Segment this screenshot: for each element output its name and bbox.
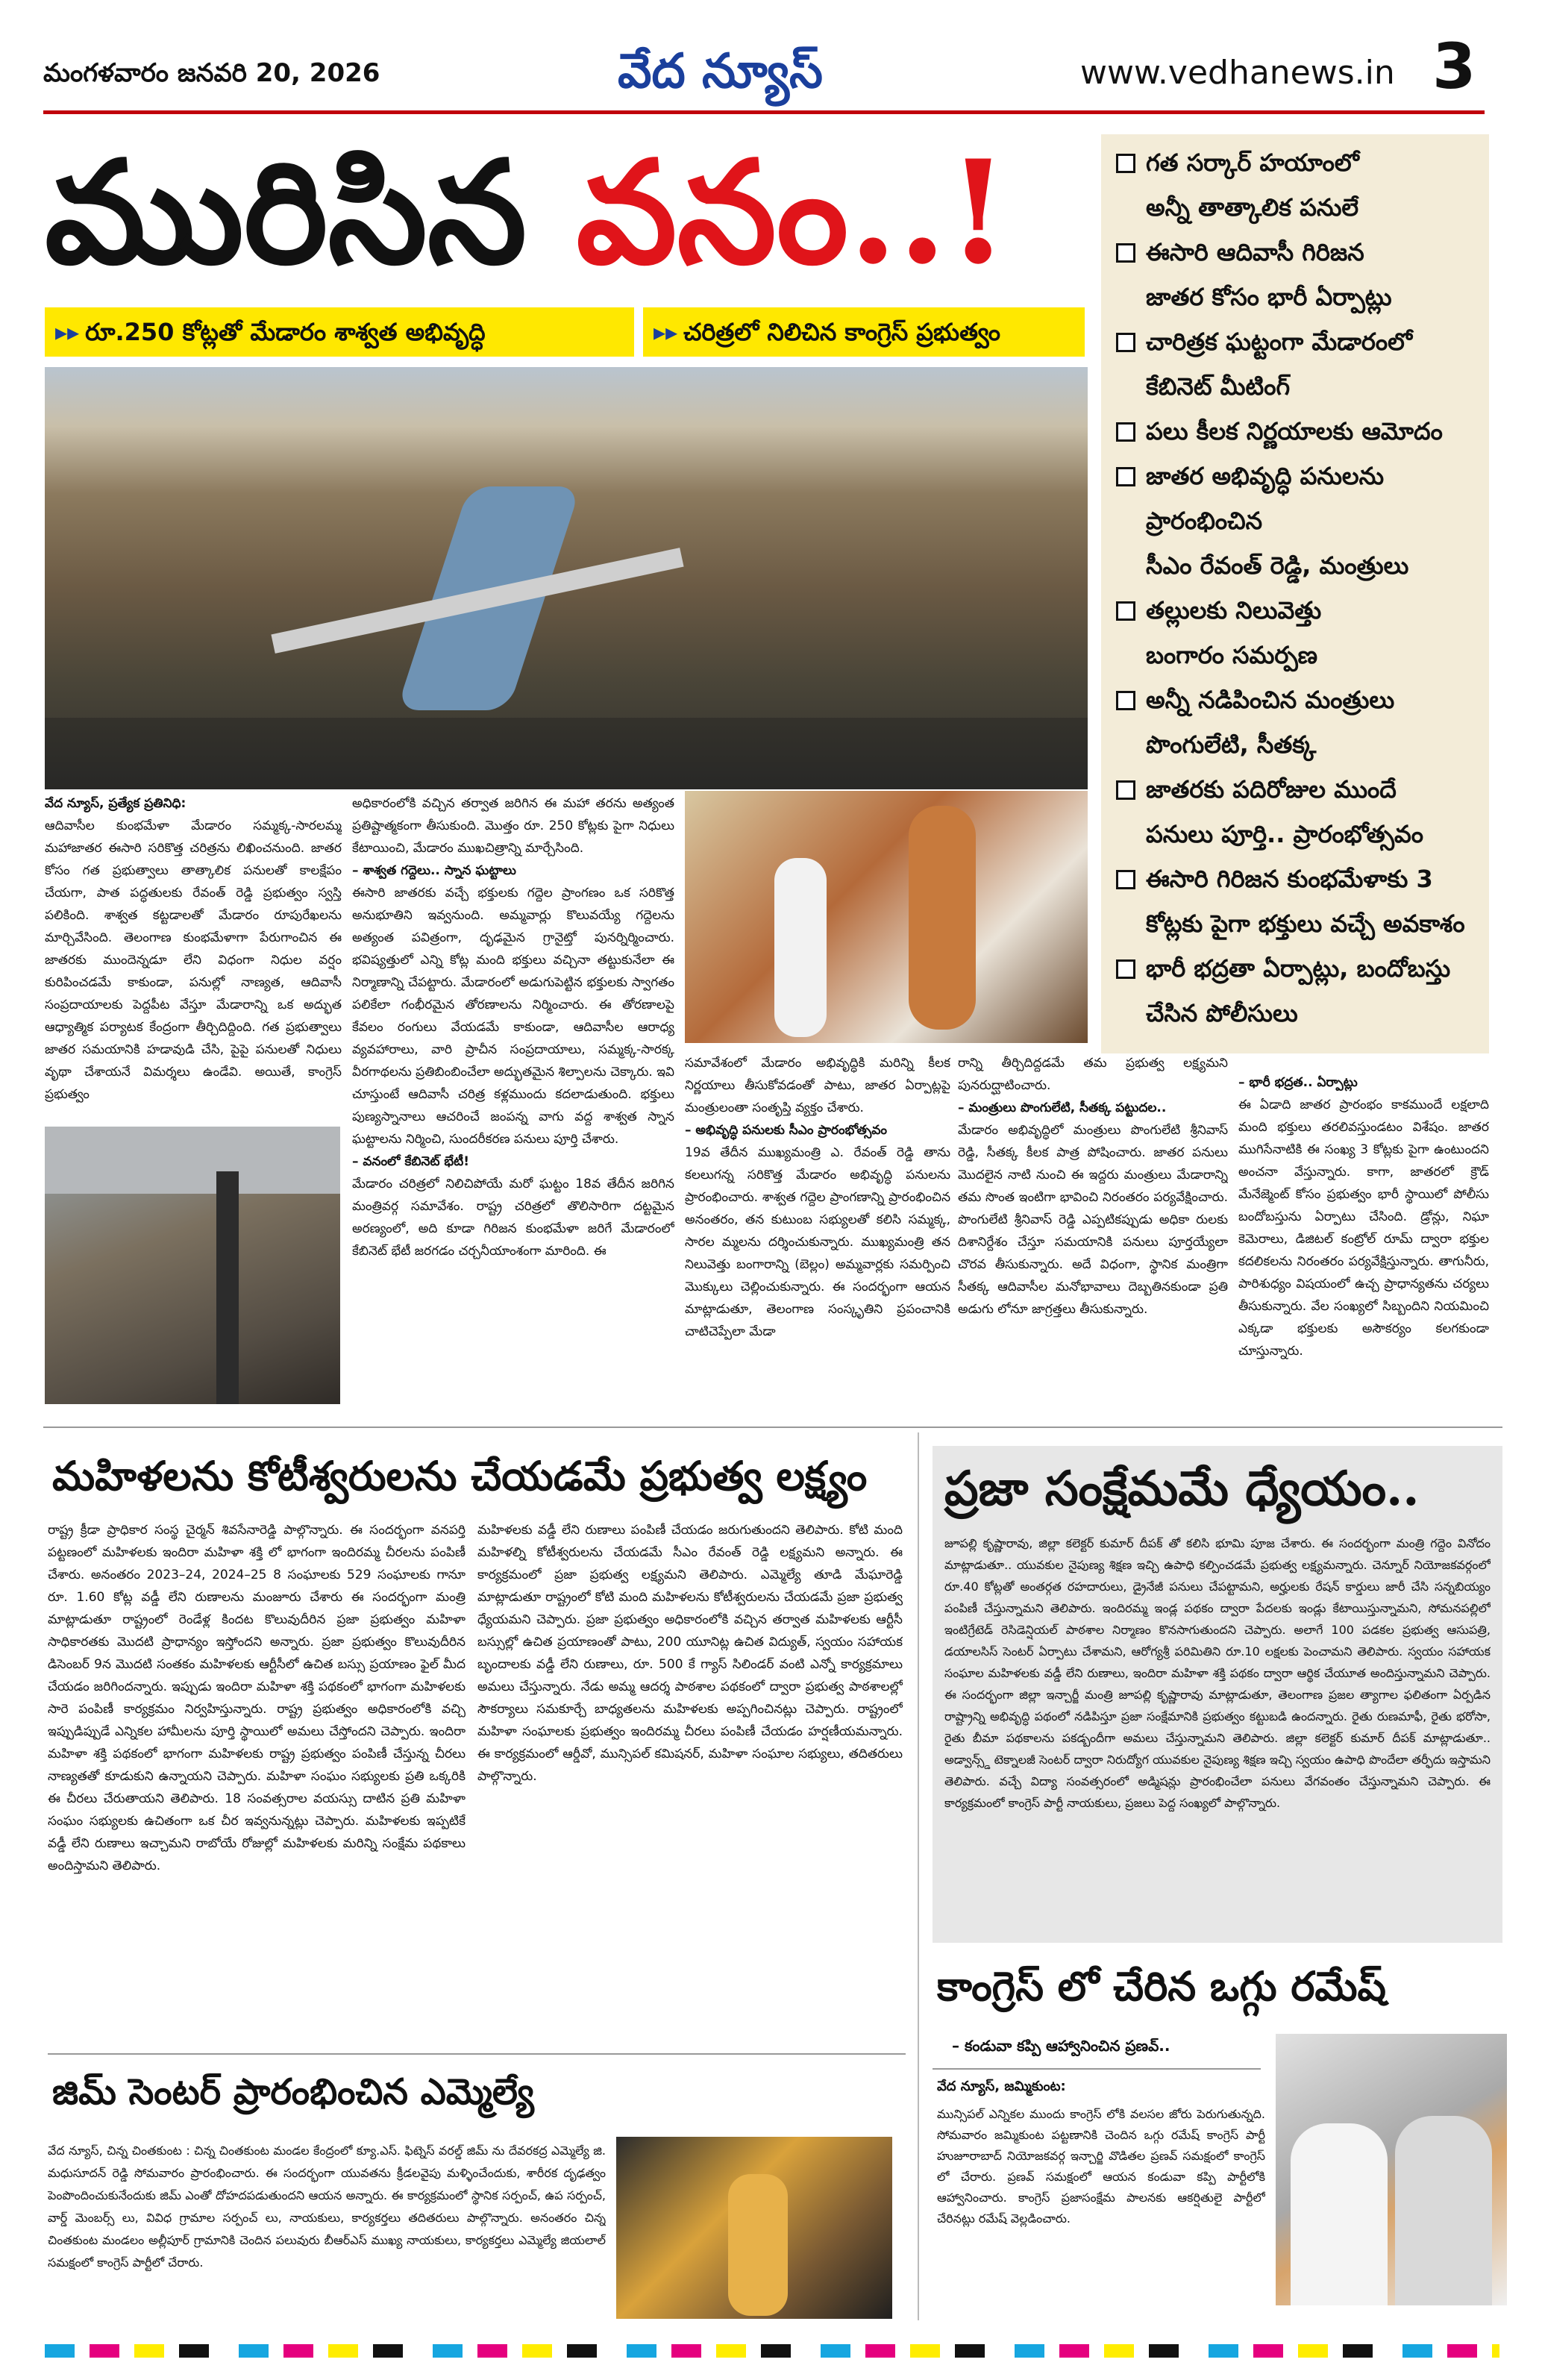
checkbox-icon — [1116, 422, 1135, 442]
highlight-text: ప్రారంభించిన — [1146, 507, 1263, 535]
lead-subhead-1 — [45, 307, 634, 357]
women-story-column-2: మహిళలకు వడ్డీ లేని రుణాలు పంపిణీ చేయడం జరుగుతుందని తెలిపారు. కోటి మంది మహిళల్ని కోటీశ్వరులను చేయడమే సీఎం రేవంత్ రెడ్డి లక్ష్యమని అన్నారు. ఈ కార్యక్రమంలో ప్రజా ప్రభుత్వ లక్ష్యమని తెలిపారు. ఎమ్మెల్యే తూడి మేఘారెడ్డి మాట్లాడుతూ రాష్ట్రంలో కోటి మంది మహిళలను కోటీశ్వరులను చేయడమే ప్రజా ప్రభుత్వ ధ్యేయమని చెప్పారు. ప్రజా ప్రభుత్వం అధికారంలోకి వచ్చిన తర్వాత మహిళలకు ఆర్టీసీ బస్సుల్లో ఉచిత ప్రయాణంతో పాటు, 200 యూనిట్ల ఉచిత విద్యుత్, స్వయం సహాయక బృందాలకు వడ్డీ లేని రుణాలు, రూ. 500 కే గ్యాస్ సిలిండర్ వంటి ఎన్నో కార్యక్రమాలు అమలు చేస్తున్నారు. నేడు అమ్మ ఆదర్శ పాఠశాల పథకంలో ద్వారా ప్రభుత్వ పాఠశాలల్లో సౌకర్యాలు సమకూర్చే బాధ్యతలను మహిళలకు అప్పగించినట్లు చెప్పారు. రాష్ట్రంలో మహిళా సంఘాలకు ప్రభుత్వం ఇందిరమ్మ చీరలు పంపిణీ చేయడం హర్షణీయమన్నారు. ఈ కార్యక్రమంలో ఆర్డీవో, మున్సిపల్ కమిషనర్, మహిళా సంఘాల సభ్యులు, తదితరులు పాల్గొన్నారు. — [477, 1523, 903, 1784]
highlight-item — [1112, 946, 1479, 1036]
join-story-headline: కాంగ్రెస్ లో చేరిన ఒగ్గు రమేష్ — [937, 1962, 1387, 2010]
article-subheading: – అభివృద్ధి పనులకు సీఎం ప్రారంభోత్సవం — [685, 1123, 888, 1138]
lead-subhead-2-text: చరిత్రలో నిలిచిన కాంగ్రెస్ ప్రభుత్వం — [683, 318, 1001, 346]
checkbox-icon — [1116, 780, 1135, 800]
highlight-item — [1112, 230, 1479, 319]
article-paragraph: 19వ తేదీన ముఖ్యమంత్రి ఎ. రేవంత్ రెడ్డి తాను కలలుగన్న సరికొత్త మేడారం అభివృద్ధి పనులను ప్రారంభించారు. శాశ్వత గద్దెల ప్రాంగణాన్ని ప్రారంభించిన అనంతరం, తన కుటుంబ సభ్యులతో కలిసి సమ్మక్క, సారల మ్మలను దర్శించుకున్నారు. ముఖ్యమంత్రి తన నిలువెత్తు బంగారాన్ని (బెల్లం) అమ్మవార్లకు సమర్పించి మొక్కులు చెల్లించుకున్నారు. ఈ సందర్భంగా ఆయన మాట్లాడుతూ, తెలంగాణ సంస్కృతిని ప్రపంచానికి చాటిచెప్పేలా మేడా — [685, 1145, 950, 1339]
lead-column-1 — [45, 792, 342, 1121]
article-paragraph: మేడారం అభివృద్ధిలో మంత్రులు పొంగులేటి శ్రీనివాస్ రెడ్డి, సీతక్క కీలక పాత్ర పోషించారు. జాతర పనులు మొదలైన నాటి నుంచి ఈ ఇద్దరు మంత్రులు మేడారాన్ని తమ సొంత ఇంటిగా భావించి నిరంతరం పర్యవేక్షించారు. పొంగులేటి శ్రీనివాస్ రెడ్డి ఎప్పటికప్పుడు అధికా రులకు దిశానిర్దేశం చేస్తూ సమయానికి పనులు పూర్తయ్యేలా చొరవ తీసుకున్నారు. అదే విధంగా, స్థానిక మంత్రిగా సీతక్క ఆదివాసీల మనోభావాలు దెబ్బతినకుండా ప్రతి అడుగు లోనూ జాగ్రత్తలు తీసుకున్నారు. — [958, 1123, 1228, 1317]
lead-column-3 — [685, 1052, 950, 1404]
handshake-photo — [1276, 2034, 1507, 2305]
gym-story-headline: జిమ్ సెంటర్ ప్రారంభించిన ఎమ్మెల్యే — [52, 2071, 534, 2113]
highlight-text: గత సర్కార్ హయాంలో — [1146, 148, 1359, 177]
highlights-sidebar — [1101, 134, 1489, 1053]
highlight-text: అన్నీ తాత్కాలిక పనులే — [1146, 193, 1359, 222]
lead-column-2 — [352, 792, 674, 1404]
highlight-text: జాతరకు పదిరోజుల ముందే — [1146, 775, 1397, 804]
article-paragraph: ఆదివాసీల కుంభమేళా మేడారం సమ్మక్క-సారలమ్మ మహాజాతర ఈసారి సరికొత్త చరిత్రను లిఖించనుంది. జాతర కోసం గత ప్రభుత్వాలు తాత్కాలిక పనులతో కాలక్షేపం చేయగా, పాత పద్ధతులకు రేవంత్ రెడ్డి ప్రభుత్వం స్వస్తి పలికింది. శాశ్వత కట్టడాలతో మేడారం రూపురేఖలను మార్చివేసింది. తెలంగాణ కుంభమేళాగా పేరుగాంచిన ఈ జాతరకు ముందెన్నడూ లేని విధంగా నిధుల వర్షం కురిపించడమే కాకుండా, పనుల్లో నాణ్యత, ఆదివాసీ సంప్రదాయాలకు పెద్దపీట వేస్తూ మేడారాన్ని ఒక అద్భుత ఆధ్యాత్మిక పర్యాటక కేంద్రంగా తీర్చిదిద్దింది. గత ప్రభుత్వాలు జాతర సమయానికి హడావుడి చేసి, పైపై పనులతో నిధులు వృథా చేశాయనే విమర్శలు ఉండేవి. అయితే, కాంగ్రెస్ ప్రభుత్వం — [45, 818, 342, 1102]
arrow-icon: ▸▸ — [654, 318, 678, 346]
highlight-item — [1112, 409, 1479, 454]
highlight-text: జాతర కోసం భారీ ఏర్పాట్లు — [1146, 283, 1392, 311]
highlight-text: ఈసారి గిరిజన కుంభమేళాకు 3 — [1146, 865, 1433, 893]
newspaper-logo[interactable]: వేద న్యూస్ — [618, 43, 823, 99]
masthead-rule — [43, 110, 1485, 114]
arrow-icon: ▸▸ — [55, 318, 80, 346]
women-story-column-1: రాష్ట్ర క్రీడా ప్రాధికార సంస్థ చైర్మన్ శివసేనారెడ్డి పాల్గొన్నారు. ఈ సందర్భంగా వనపర్తి పట్టణంలో మహిళలకు ఇందిరా మహిళా శక్తి లో భాగంగా ఇందిరమ్మ చీరలను పంపిణీ చేశారు. అనంతరం 2023–24, 2024–25 8 సంఘాలకు 529 సంఘాలకు గానూ రూ. 1.60 కోట్ల వడ్డీ లేని రుణాలను మంజూరు చేశారు ఈ సందర్భంగా మంత్రి మాట్లాడుతూ రాష్ట్రంలో రెండేళ్ల కిందట కొలువుదీరిన ప్రజా ప్రభుత్వం మహిళా సాధికారతకు మొదటి ప్రాధాన్యం ఇస్తోందని అన్నారు. ప్రజా ప్రభుత్వం కొలువుదీరిన డిసెంబర్ 9న మొదటి సంతకం మహిళలకు ఆర్టీసీలో ఉచిత బస్సు ప్రయాణం ఫైల్ మీద చేయడం జరిగిందన్నారు. ఇప్పుడు ఇందిరా మహిళా శక్తి పథకంలో భాగంగా మహిళలకు సారె పంపిణీ కార్యక్రమం నిర్వహిస్తున్నారు. రాష్ట్ర ప్రభుత్వం అధికారంలోకి వచ్చి ఇప్పుడిప్పుడే ఎన్నికల హామీలను పూర్తి స్థాయిలో అమలు చేస్తోందని చెప్పారు. ఇందిరా మహిళా శక్తి పథకంలో భాగంగా మహిళలకు రాష్ట్ర ప్రభుత్వం పంపిణీ చేస్తున్న చీరలు నాణ్యతతో కూడుకుని ఉన్నాయని చెప్పారు. మహిళా సంఘం సభ్యులకు ప్రతి ఒక్కరికి ఈ చీరలు చేరుతాయని తెలిపారు. 18 సంవత్సరాల వయస్సు దాటిన ప్రతి మహిళా సంఘం సభ్యులకు ఉచితంగా ఒక చీర ఇవ్వనున్నట్లు చెప్పారు. మహిళలకు ఇప్పటికే వడ్డీ లేని రుణాలు ఇచ్చామని రాబోయే రోజుల్లో మహిళలకు మరిన్ని సంక్షేమ పథకాలు అందిస్తామని తెలిపారు. — [48, 1523, 466, 1873]
highlight-text: తల్లులకు నిలువెత్తు — [1146, 596, 1322, 624]
highlight-text: పలు కీలక నిర్ణయాలకు ఆమోదం — [1146, 417, 1443, 445]
checkbox-icon — [1116, 870, 1135, 889]
article-paragraph: అధికారంలోకి వచ్చిన తర్వాత జరిగిన ఈ మహా తరను అత్యంత ప్రతిష్టాత్మకంగా తీసుకుంది. మొత్తం రూ. 250 కోట్లకు పైగా నిధులు కేటాయించి, మేడారం ముఖచిత్రాన్ని మార్చేసింది. — [352, 796, 674, 856]
women-story-headline: మహిళలను కోటీశ్వరులను చేయడమే ప్రభుత్వ లక్ష్యం — [52, 1452, 868, 1500]
highlight-item — [1112, 588, 1479, 677]
highlight-item — [1112, 677, 1479, 767]
article-paragraph: మేడారం చరిత్రలో నిలిచిపోయే మరో ఘట్టం 18వ తేదీన జరిగిన మంత్రివర్గ సమావేశం. రాష్ట్ర చరిత్రలో తొలిసారిగా దట్టమైన అరణ్యంలో, అది కూడా గిరిజన కుంభమేళా జరిగే మేడారంలో కేబినెట్ భేటీ జరగడం చర్చనీయాంశంగా మారింది. ఈ — [352, 1177, 674, 1259]
highlight-text: ఈసారి ఆదివాసీ గిరిజన — [1146, 238, 1364, 266]
highlight-text: భారీ భద్రతా ఏర్పాట్లు, బందోబస్తు — [1146, 954, 1451, 983]
highlight-item — [1112, 857, 1479, 946]
lead-subhead-2 — [643, 307, 1085, 357]
highlight-text: అన్నీ నడిపించిన మంత్రులు — [1146, 686, 1395, 714]
aerial-photo — [45, 367, 1088, 789]
crowd-photo — [45, 1127, 340, 1404]
article-subheading: – భారీ భద్రత.. ఏర్పాట్లు — [1238, 1075, 1358, 1090]
welfare-story-headline: ప్రజా సంక్షేమమే ధ్యేయం.. — [944, 1461, 1420, 1517]
checkbox-icon — [1116, 333, 1135, 352]
article-subheading: – వనంలో కేబినెట్ భేటీ! — [352, 1154, 470, 1169]
highlight-text: పనులు పూర్తి.. ప్రారంభోత్సవం — [1146, 820, 1423, 848]
highlight-text: కేబినెట్ మీటింగ్ — [1146, 372, 1291, 401]
highlight-item — [1112, 140, 1479, 230]
article-paragraph: ఈసారి జాతరకు వచ్చే భక్తులకు గద్దెల ప్రాంగణం ఒక సరికొత్త అనుభూతిని ఇవ్వనుంది. అమ్మవార్లు కొలువయ్యే గద్దెలను అత్యంత పవిత్రంగా, దృఢమైన గ్రానైట్తో పునర్నిర్మించారు. భవిష్యత్తులో ఎన్ని కోట్ల మంది భక్తులు వచ్చినా తట్టుకునేలా ఈ నిర్మాణాన్ని చేపట్టారు. మేడారంలో అడుగుపెట్టిన భక్తులకు స్వాగతం పలికేలా గంభీరమైన తోరణాలను నిర్మించారు. ఈ తోరణాలపై కేవలం రంగులు వేయడమే కాకుండా, ఆదివాసీల ఆరాధ్య వ్యవహారాలు, వారి ప్రాచీన సంప్రదాయాలు, సమ్మక్క-సారక్క వీరగాథలను ప్రతిబింబించేలా అద్భుతమైన శిల్పాలను చెక్కారు. ఇవి చూస్తుంటే ఆదివాసీ చరిత్ర కళ్లముందు కదలాడుతుంది. భక్తులు పుణ్యస్నానాలు ఆచరించే జంపన్న వాగు వద్ద శాశ్వత స్నాన ఘట్టాలను నిర్మించి, సుందరీకరణ పనులు పూర్తి చేశారు. — [352, 886, 674, 1147]
highlight-item — [1112, 319, 1479, 409]
gym-story-body: వేద న్యూస్, చిన్న చింతకుంట : చిన్న చింతకుంట మండల కేంద్రంలో క్యూ.ఎస్. ఫిట్నెస్ వరల్డ్ జిమ్ ను దేవరకద్ర ఎమ్మెల్యే జి. మధుసూదన్ రెడ్డి సోమవారం ప్రారంభించారు. ఈ సందర్భంగా యువతను క్రీడలవైపు మళ్ళించేందుకు, శారీరక దృఢత్వం పెంపొందించుకునేందుకు జిమ్ ఎంతో దోహదపడుతుందని ఆయన అన్నారు. ఈ కార్యక్రమంలో స్థానిక సర్పంచ్, ఉప సర్పంచ్, వార్డ్ మెంబర్స్ లు, వివిధ గ్రామాల సర్పంచ్ లు, నాయకులు, కార్యకర్తలు తదితరులు పాల్గొన్నారు. అనంతరం చిన్న చింతకుంట మండలం అల్లీపూర్ గ్రామానికి చెందిన పలువురు బీఆర్ఎస్ ముఖ్య నాయకులు, కార్యకర్తలు ఎమ్మెల్యే జియలాల్ సమక్షంలో కాంగ్రెస్ పార్టీలో చేరారు. — [48, 2143, 606, 2270]
highlight-item — [1112, 454, 1479, 588]
join-story-body: మున్సిపల్ ఎన్నికల ముందు కాంగ్రెస్ లోకి వలసల జోరు పెరుగుతున్నది. సోమవారం జమ్మికుంట పట్టణానికి చెందిన ఒగ్గు రమేష్ కాంగ్రెస్ పార్టీ హుజూరాబాద్ నియోజకవర్గ ఇన్చార్జి వొడితల ప్రణవ్ సమక్షంలో కాంగ్రెస్ లో చేరారు. ప్రణవ్ సమక్షంలో ఆయన కండువా కప్పి పార్టీలోకి ఆహ్వానించారు. కాంగ్రెస్ ప్రజాసంక్షేమ పాలనకు ఆకర్షితులై పార్టీలో చేరినట్లు రమేష్ వెల్లడించారు. — [937, 2107, 1265, 2226]
website-url[interactable]: www.vedhanews.in — [1080, 54, 1395, 92]
article-subheading: – మంత్రులు పొంగులేటి, సీతక్క పట్టుదల.. — [958, 1100, 1167, 1115]
welfare-story-body: జూపల్లి కృష్ణారావు, జిల్లా కలెక్టర్ కుమార్ దీపక్ తో కలిసి భూమి పూజ చేశారు. ఈ సందర్భంగా మంత్రి గద్దెం వినోదం మాట్లాడుతూ.. యువకుల నైపుణ్య శిక్షణ ఇచ్చి ఉపాధి కల్పించడమే ప్రభుత్వ లక్ష్యమన్నారు. చెన్నూర్ నియోజకవర్గంలో రూ.40 కోట్లతో అంతర్గత రహదారులు, డ్రైనేజీ పనులు చేపట్టామని, అర్హులకు రేషన్ కార్డులు జారీ చేసి సన్నబియ్యం పంపిణీ చేస్తున్నామని తెలిపారు. ఇందిరమ్మ ఇండ్ల పథకం ద్వారా పేదలకు ఇండ్లు కేటాయిస్తున్నామని, సోమనపల్లిలో ఇంటిగ్రేటెడ్ రెసిడెన్షియల్ పాఠశాల నిర్మాణం కొనసాగుతుందని చెప్పారు. అలాగే 100 పడకల ప్రభుత్వ ఆసుపత్రి, డయాలసిస్ సెంటర్ ఏర్పాటు చేశామని, ఆరోగ్యశ్రీ పరిమితిని రూ.10 లక్షలకు పెంచామని తెలిపారు. స్వయం సహాయక సంఘాల మహిళలకు వడ్డీ లేని రుణాలు, ఇందిరా మహిళా శక్తి పథకం ద్వారా ఆర్థిక చేయూత అందిస్తున్నామని చెప్పారు. ఈ సందర్భంగా జిల్లా ఇన్చార్జీ మంత్రి జూపల్లి కృష్ణారావు మాట్లాడుతూ, తెలంగాణ ప్రజల త్యాగాల ఫలితంగా ఏర్పడిన రాష్ట్రాన్ని అభివృద్ధి పథంలో నడిపిస్తూ ప్రజా సంక్షేమానికి ప్రభుత్వం కట్టుబడి ఉందన్నారు. రైతు రుణమాఫీ, రైతు భరోసా, రైతు బీమా పథకాలను పకడ్బందీగా అమలు చేస్తున్నామని తెలిపారు. జిల్లా కలెక్టర్ కుమార్ దీపక్ మాట్లాడుతూ.. అడ్వాన్స్డ్ టెక్నాలజీ సెంటర్ ద్వారా నిరుద్యోగ యువకుల నైపుణ్య శిక్షణ ఇచ్చి స్వయం ఉపాధి పొందేలా తర్ఫీదు ఇస్తామని తెలిపారు. వచ్చే విద్యా సంవత్సరంలో అడ్మిషన్లు ప్రారంభించేలా పనులు వేగవంతం చేస్తున్నామని చెప్పారు. ఈ కార్యక్రమంలో కాంగ్రెస్ పార్టీ నాయకులు, ప్రజలు పెద్ద సంఖ్యలో పాల్గొన్నారు. — [944, 1536, 1491, 1810]
checkbox-icon — [1116, 467, 1135, 486]
highlight-text: కోట్లకు పైగా భక్తులు వచ్చే అవకాశం — [1146, 909, 1465, 938]
lead-column-4 — [958, 1052, 1228, 1404]
page-number: 3 — [1432, 30, 1476, 103]
article-paragraph: రాన్ని తీర్చిదిద్దడమే తమ ప్రభుత్వ లక్ష్యమని పునరుద్ఘాటించారు. — [958, 1056, 1228, 1093]
highlight-text: జాతర అభివృద్ధి పనులను — [1146, 462, 1385, 490]
checkbox-icon — [1116, 601, 1135, 621]
checkbox-icon — [1116, 959, 1135, 979]
article-subheading: వేద న్యూస్, ప్రత్యేక ప్రతినిధి: — [45, 796, 187, 811]
lead-headline — [45, 129, 1009, 295]
article-subheading: – శాశ్వత గద్దెలు.. స్నాన ఘట్టాలు — [352, 863, 516, 878]
registration-strip — [45, 2344, 1499, 2358]
highlight-text: చేసిన పోలీసులు — [1146, 999, 1298, 1027]
highlight-text: బంగారం సమర్పణ — [1146, 641, 1318, 669]
join-story-subline: – కండువా కప్పి ఆహ్వానించిన ప్రణవ్.. — [952, 2037, 1170, 2055]
checkbox-icon — [1116, 243, 1135, 263]
join-divider — [933, 2068, 1261, 2070]
issue-date: మంగళవారం జనవరి 20, 2026 — [43, 58, 380, 88]
gym-photo — [616, 2137, 892, 2319]
lead-headline-part2: వనం..! — [576, 129, 1009, 295]
highlight-text: చారిత్రక ఘట్టంగా మేడారంలో — [1146, 328, 1413, 356]
lead-headline-part1: మురిసిన — [45, 129, 527, 295]
join-story-dateline: వేద న్యూస్, జమ్మికుంట: — [937, 2079, 1066, 2094]
highlight-text: సీఎం రేవంత్ రెడ్డి, మంత్రులు — [1146, 551, 1409, 580]
highlight-item — [1112, 767, 1479, 857]
article-paragraph: సమావేశంలో మేడారం అభివృద్ధికి మరిన్ని కీలక నిర్ణయాలు తీసుకోవడంతో పాటు, జాతర ఏర్పాట్లపై మంత్రులంతా సంతృప్తి వ్యక్తం చేశారు. — [685, 1056, 950, 1115]
highlights-list — [1101, 134, 1489, 1042]
checkbox-icon — [1116, 154, 1135, 173]
section-divider — [43, 1427, 1502, 1428]
column-divider — [918, 1432, 919, 2320]
lead-column-5 — [1238, 1071, 1489, 1404]
highlight-text: పొంగులేటి, సీతక్క — [1146, 730, 1317, 759]
article-paragraph: ఈ ఏడాది జాతర ప్రారంభం కాకముందే లక్షలాది మంది భక్తులు తరలివస్తుండటం విశేషం. జాతర ముగిసేనాటికి ఈ సంఖ్య 3 కోట్లకు పైగా ఉంటుందని అంచనా వేస్తున్నారు. కాగా, జాతరలో క్రౌడ్ మేనేజ్మెంట్ కోసం ప్రభుత్వం భారీ స్థాయిలో పోలీసు బందోబస్తును ఏర్పాటు చేసింది. డ్రోన్లు, నిఘా కెమెరాలు, డిజిటల్ కంట్రోల్ రూమ్ ద్వారా భక్తుల కదలికలను నిరంతరం పర్యవేక్షిస్తున్నారు. తాగునీరు, పారిశుధ్యం విషయంలో ఉచ్చ ప్రాధాన్యతను చర్యలు తీసుకున్నారు. వేల సంఖ్యలో సిబ్బందిని నియమించి ఎక్కడా భక్తులకు అసౌకర్యం కలగకుండా చూస్తున్నారు. — [1238, 1097, 1489, 1359]
lead-subhead-1-text: రూ.250 కోట్లతో మేడారం శాశ్వత అభివృద్ధి — [85, 318, 486, 346]
checkbox-icon — [1116, 691, 1135, 710]
welfare-story-box — [933, 1446, 1502, 1943]
gym-divider — [48, 2053, 906, 2055]
temple-visit-photo — [685, 791, 1088, 1043]
